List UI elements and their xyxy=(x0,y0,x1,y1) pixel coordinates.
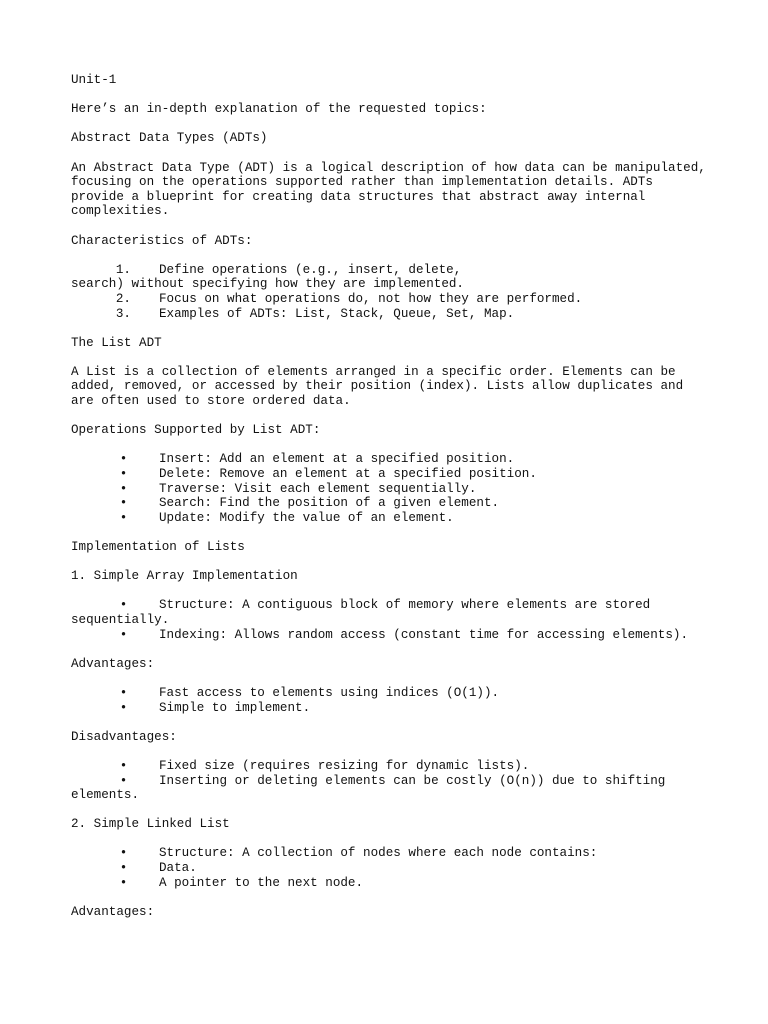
list-item-text: Focus on what operations do, not how they are performed. xyxy=(159,291,583,306)
list-item-text: Fast access to elements using indices (O(1)). xyxy=(159,685,500,700)
list-item-continuation: search) without specifying how they are implemented. xyxy=(71,277,464,292)
list-item-text: Structure: A collection of nodes where each node contains: xyxy=(159,846,598,861)
array-advantages-list xyxy=(71,686,708,715)
list-item-text: A pointer to the next node. xyxy=(159,875,364,890)
bullet-icon: • xyxy=(119,481,128,496)
unit-title: Unit-1 xyxy=(71,73,117,87)
list-item-continuation: elements. xyxy=(71,788,140,803)
list-item xyxy=(71,482,708,497)
list-item xyxy=(71,701,708,716)
list-item xyxy=(71,452,708,467)
list-item-text: Structure: A contiguous block of memory where elements are stored xyxy=(159,598,651,613)
bullet-icon: • xyxy=(119,467,128,482)
list-adt-heading: The List ADT xyxy=(71,335,162,350)
bullet-icon: • xyxy=(119,758,128,773)
bullet-icon: • xyxy=(119,700,128,715)
bullet-icon: • xyxy=(119,861,128,876)
linked-list-advantages-heading: Advantages: xyxy=(71,904,155,919)
operations-heading: Operations Supported by List ADT: xyxy=(71,423,321,438)
adt-characteristics-list xyxy=(71,263,708,321)
intro-text: Here’s an in-depth explanation of the requested topics: xyxy=(71,102,487,117)
list-item xyxy=(71,511,708,526)
list-item xyxy=(71,774,708,803)
linked-list-points xyxy=(71,846,708,890)
list-item-text: Search: Find the position of a given element. xyxy=(159,496,500,511)
list-item xyxy=(71,496,708,511)
list-number: 3. xyxy=(115,306,131,321)
bullet-icon: • xyxy=(119,685,128,700)
list-item xyxy=(71,861,708,876)
list-item-text: Examples of ADTs: List, Stack, Queue, Set, Map. xyxy=(159,306,515,321)
array-advantages-heading: Advantages: xyxy=(71,656,155,671)
list-item xyxy=(71,307,708,322)
list-item-text: Data. xyxy=(159,861,197,876)
list-item xyxy=(71,876,708,891)
list-item xyxy=(71,628,708,643)
list-number: 2. xyxy=(115,291,131,306)
bullet-icon: • xyxy=(119,598,128,613)
list-item xyxy=(71,686,708,701)
implementation-heading: Implementation of Lists xyxy=(71,540,245,554)
list-item-text: Indexing: Allows random access (constant time for accessing elements). xyxy=(159,627,689,642)
bullet-icon: • xyxy=(119,773,128,788)
list-item xyxy=(71,598,708,627)
list-item xyxy=(71,846,708,861)
list-adt-paragraph: A List is a collection of elements arranged in a specific order. Elements can be added, removed, or accessed by their position (index). Lists allow duplicates and are often used to store ordered data. xyxy=(71,364,691,409)
array-disadvantages-list xyxy=(71,759,708,803)
list-item-text: Simple to implement. xyxy=(159,700,311,715)
list-item-text: Define operations (e.g., insert, delete, xyxy=(159,262,462,277)
linked-list-heading: 2. Simple Linked List xyxy=(71,817,230,832)
list-item xyxy=(71,467,708,482)
list-item xyxy=(71,263,708,292)
list-item-text: Delete: Remove an element at a specified position. xyxy=(159,467,537,482)
adt-paragraph: An Abstract Data Type (ADT) is a logical description of how data can be manipulated, focusing on the operations supported rather than implementation details. ADTs provide a blueprint for creating data structures that abstract away internal complexities. xyxy=(71,160,714,219)
list-item-text: Traverse: Visit each element sequentially. xyxy=(159,481,477,496)
adt-characteristics-heading: Characteristics of ADTs: xyxy=(71,233,253,248)
list-item-text: Update: Modify the value of an element. xyxy=(159,510,454,525)
bullet-icon: • xyxy=(119,510,128,525)
bullet-icon: • xyxy=(119,627,128,642)
array-points-list xyxy=(71,598,708,642)
list-item-text: Inserting or deleting elements can be costly (O(n)) due to shifting xyxy=(159,773,666,788)
list-item-text: Insert: Add an element at a specified position. xyxy=(159,452,515,467)
array-implementation-heading: 1. Simple Array Implementation xyxy=(71,569,298,584)
list-item-text: Fixed size (requires resizing for dynamic lists). xyxy=(159,758,530,773)
list-item xyxy=(71,759,708,774)
bullet-icon: • xyxy=(119,846,128,861)
array-disadvantages-heading: Disadvantages: xyxy=(71,729,177,744)
bullet-icon: • xyxy=(119,496,128,511)
adt-heading: Abstract Data Types (ADTs) xyxy=(71,131,268,146)
list-number: 1. xyxy=(115,262,131,277)
bullet-icon: • xyxy=(119,452,128,467)
operations-list xyxy=(71,452,708,525)
list-item xyxy=(71,292,708,307)
bullet-icon: • xyxy=(119,875,128,890)
list-item-continuation: sequentially. xyxy=(71,612,170,627)
